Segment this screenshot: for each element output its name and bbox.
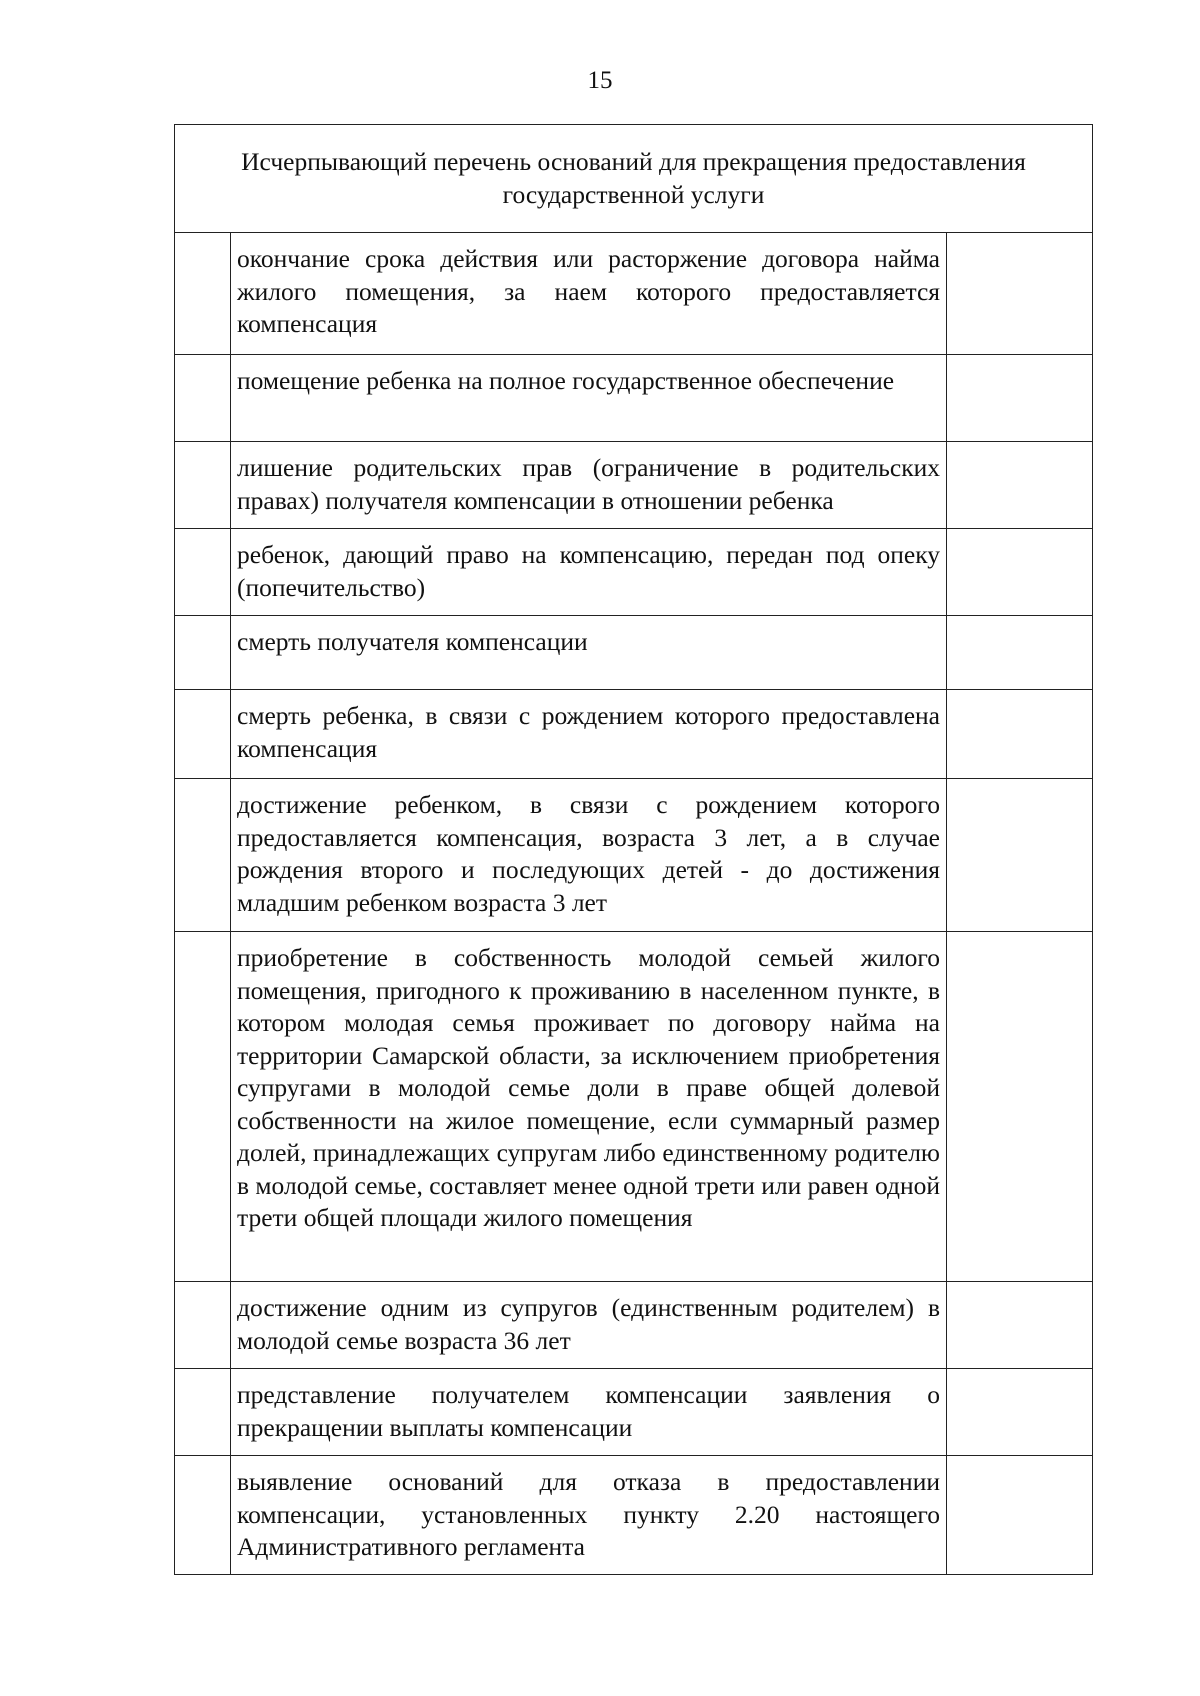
row-number-cell [175,1456,231,1575]
table-row [175,779,1093,932]
table-row [175,442,1093,529]
table-row [175,616,1093,690]
row-number-cell [175,1282,231,1369]
table-row [175,1282,1093,1369]
row-extra-cell [947,779,1093,932]
table-row [175,1456,1093,1575]
row-number-cell [175,932,231,1282]
row-number-cell [175,616,231,690]
row-text: достижение ребенком, в связи с рождением которого предоставляется компенсация, возраста 3 лет, а в случае рождения второго и последующих детей - до достижения младшим ребенком возраста 3 лет [231,779,947,932]
termination-grounds-table [174,124,1093,1575]
row-text: помещение ребенка на полное государственное обеспечение [231,355,947,442]
row-extra-cell [947,616,1093,690]
row-extra-cell [947,932,1093,1282]
row-extra-cell [947,1456,1093,1575]
row-extra-cell [947,529,1093,616]
row-text: смерть получателя компенсации [231,616,947,690]
row-extra-cell [947,442,1093,529]
row-extra-cell [947,1282,1093,1369]
row-text: ребенок, дающий право на компенсацию, передан под опеку (попечительство) [231,529,947,616]
table-header-row [175,125,1093,233]
row-number-cell [175,1369,231,1456]
row-number-cell [175,442,231,529]
table-row [175,233,1093,355]
table-row [175,690,1093,779]
row-number-cell [175,779,231,932]
row-text: достижение одним из супругов (единственным родителем) в молодой семье возраста 36 лет [231,1282,947,1369]
row-extra-cell [947,1369,1093,1456]
row-number-cell [175,233,231,355]
row-extra-cell [947,355,1093,442]
row-number-cell [175,529,231,616]
row-text: лишение родительских прав (ограничение в родительских правах) получателя компенсации в отношении ребенка [231,442,947,529]
row-text: смерть ребенка, в связи с рождением которого предоставлена компенсация [231,690,947,779]
page-number: 15 [587,67,613,94]
row-text: окончание срока действия или расторжение договора найма жилого помещения, за наем которого предоставляется компенсация [231,233,947,355]
row-extra-cell [947,233,1093,355]
row-number-cell [175,355,231,442]
table-row [175,932,1093,1282]
table-header: Исчерпывающий перечень оснований для прекращения предоставления государственной услуги [175,125,1093,233]
row-text: приобретение в собственность молодой семьей жилого помещения, пригодного к проживанию в населенном пункте, в котором молодая семья проживает по договору найма на территории Самарской области, за исключением приобретения супругами в молодой семье доли в праве общей долевой собственности на жилое помещение, если суммарный размер долей, принадлежащих супругам либо единственному родителю в молодой семье, составляет менее одной трети или равен одной трети общей площади жилого помещения [231,932,947,1282]
table-row [175,355,1093,442]
row-number-cell [175,690,231,779]
table-row [175,1369,1093,1456]
table-row [175,529,1093,616]
row-text: представление получателем компенсации заявления о прекращении выплаты компенсации [231,1369,947,1456]
row-extra-cell [947,690,1093,779]
row-text: выявление оснований для отказа в предоставлении компенсации, установленных пункту 2.20 настоящего Административного регламента [231,1456,947,1575]
